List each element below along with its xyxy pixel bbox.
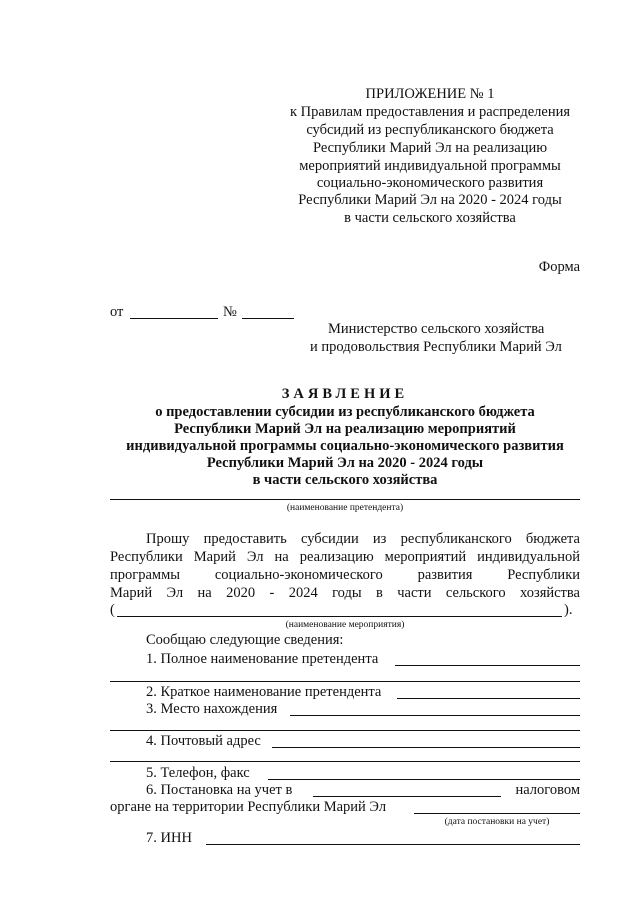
phone-fax-field[interactable] bbox=[268, 779, 580, 780]
registration-tax-label: налоговом bbox=[515, 782, 580, 798]
title-line: о предоставлении субсидии из республиканского бюджета bbox=[155, 404, 535, 420]
event-name-field[interactable] bbox=[117, 616, 562, 617]
registration-date-caption: (дата постановки на учет) bbox=[444, 817, 550, 827]
title-line: индивидуальной программы социально-экономического развития bbox=[126, 438, 564, 454]
postal-address-field-continued[interactable] bbox=[110, 761, 580, 762]
title-main: ЗАЯВЛЕНИЕ bbox=[281, 386, 409, 402]
appendix-line: субсидий из республиканского бюджета bbox=[306, 122, 554, 138]
from-label: от bbox=[110, 304, 124, 320]
postal-address-field[interactable] bbox=[272, 747, 580, 748]
location-field-continued[interactable] bbox=[110, 730, 580, 731]
tax-authority-field[interactable] bbox=[313, 796, 501, 797]
appendix-line: к Правилам предоставления и распределения bbox=[289, 104, 571, 120]
appendix-line: Республики Марий Эл на реализацию bbox=[312, 140, 548, 156]
full-name-field-continued[interactable] bbox=[110, 681, 580, 682]
registration-date-field[interactable] bbox=[414, 813, 580, 814]
applicant-name-caption: (наименование претендента) bbox=[286, 503, 404, 513]
full-name-field[interactable] bbox=[395, 665, 580, 666]
number-label: № bbox=[223, 304, 237, 320]
form-label: Форма bbox=[538, 259, 580, 275]
request-line: Республики Марий Эл на реализацию мероприятий индивидуальной bbox=[110, 549, 580, 565]
request-line: Прошу предоставить субсидии из республиканского бюджета bbox=[146, 531, 580, 547]
info-intro: Сообщаю следующие сведения: bbox=[146, 632, 344, 648]
registration-label: 6. Постановка на учет в bbox=[146, 782, 293, 798]
date-field[interactable] bbox=[130, 318, 218, 319]
short-name-label: 2. Краткое наименование претендента bbox=[146, 684, 382, 700]
applicant-name-field[interactable] bbox=[110, 499, 580, 500]
appendix-line: социально-экономического развития bbox=[316, 175, 544, 191]
appendix-line: мероприятий индивидуальной программы bbox=[299, 158, 561, 174]
request-line: Марий Эл на 2020 - 2024 годы в части сельского хозяйства bbox=[110, 585, 580, 601]
phone-fax-label: 5. Телефон, факс bbox=[146, 765, 250, 781]
appendix-line: Республики Марий Эл на 2020 - 2024 годы bbox=[298, 192, 562, 208]
location-label: 3. Место нахождения bbox=[146, 701, 278, 717]
close-paren: ). bbox=[564, 602, 573, 618]
title-line: в части сельского хозяйства bbox=[252, 472, 438, 488]
short-name-field[interactable] bbox=[397, 698, 580, 699]
addressee-line: и продовольствия Республики Марий Эл bbox=[310, 339, 562, 355]
full-name-label: 1. Полное наименование претендента bbox=[146, 651, 379, 667]
appendix-line: в части сельского хозяйства bbox=[344, 210, 516, 226]
inn-field[interactable] bbox=[206, 844, 580, 845]
request-line: программы социально-экономического развития Республики bbox=[110, 567, 580, 583]
postal-address-label: 4. Почтовый адрес bbox=[146, 733, 261, 749]
location-field[interactable] bbox=[290, 715, 580, 716]
addressee-line: Министерство сельского хозяйства bbox=[328, 321, 545, 337]
title-line: Республики Марий Эл на 2020 - 2024 годы bbox=[206, 455, 484, 471]
inn-label: 7. ИНН bbox=[146, 830, 192, 846]
registration-continued-label: органе на территории Республики Марий Эл bbox=[110, 799, 387, 815]
appendix-heading: ПРИЛОЖЕНИЕ № 1 bbox=[365, 86, 495, 102]
open-paren: ( bbox=[110, 602, 115, 618]
title-line: Республики Марий Эл на реализацию мероприятий bbox=[174, 421, 516, 437]
number-field[interactable] bbox=[242, 318, 294, 319]
event-name-caption: (наименование мероприятия) bbox=[285, 620, 405, 630]
